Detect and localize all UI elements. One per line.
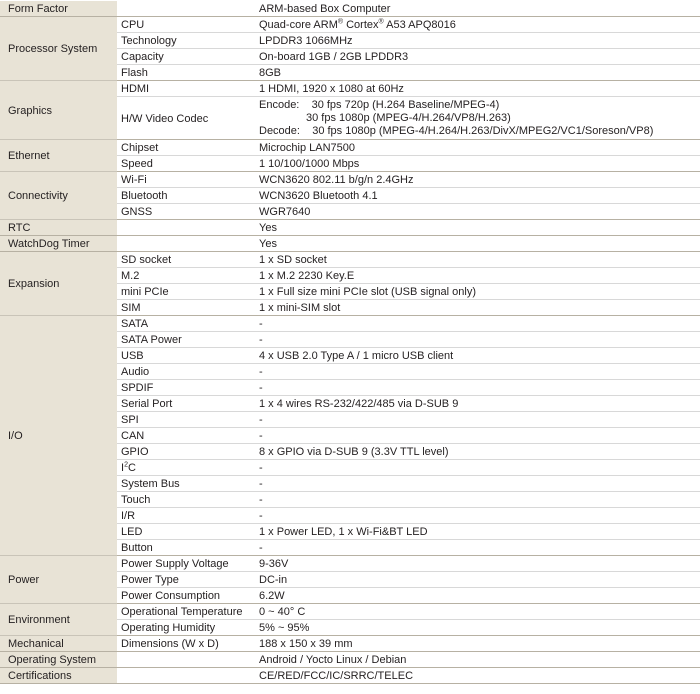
row-env-temperature xyxy=(0,604,700,620)
category-label: RTC xyxy=(0,220,117,236)
item-value: - xyxy=(255,428,700,444)
item-label: Operational Temperature xyxy=(117,604,255,620)
item-value: On-board 1GB / 2GB LPDDR3 xyxy=(255,49,700,65)
item-value: 0 ~ 40° C xyxy=(255,604,700,620)
category-label: Graphics xyxy=(0,81,117,140)
category-label: Processor System xyxy=(0,17,117,81)
item-label: LED xyxy=(117,524,255,540)
row-mechanical xyxy=(0,636,700,652)
item-value: 9-36V xyxy=(255,556,700,572)
codec-line: 30 fps 1080p (MPEG-4/H.264/VP8/H.263) xyxy=(306,112,511,124)
item-label: I/R xyxy=(117,508,255,524)
row-os xyxy=(0,652,700,668)
item-value: Android / Yocto Linux / Debian xyxy=(255,652,700,668)
codec-line: Decode: 30 fps 1080p (MPEG-4/H.264/H.263/DivX/MPEG2/VC1/Soreson/VP8) xyxy=(259,125,654,137)
item-label: Audio xyxy=(117,364,255,380)
item-value: 188 x 150 x 39 mm xyxy=(255,636,700,652)
item-label xyxy=(117,220,255,236)
item-value: 8GB xyxy=(255,65,700,81)
item-label: Serial Port xyxy=(117,396,255,412)
item-value: - xyxy=(255,492,700,508)
item-value: - xyxy=(255,460,700,476)
codec-line: Encode: 30 fps 720p (H.264 Baseline/MPEG-4) xyxy=(259,99,500,111)
item-value: Quad-core ARM® Cortex® A53 APQ8016 xyxy=(255,17,700,33)
item-label xyxy=(117,652,255,668)
item-label xyxy=(117,236,255,252)
row-io-sata xyxy=(0,316,700,332)
item-value: - xyxy=(255,332,700,348)
category-label: I/O xyxy=(0,316,117,556)
item-value: WCN3620 Bluetooth 4.1 xyxy=(255,188,700,204)
item-label: SATA xyxy=(117,316,255,332)
item-label: Speed xyxy=(117,156,255,172)
item-value: - xyxy=(255,316,700,332)
category-label: Environment xyxy=(0,604,117,636)
item-label: Dimensions (W x D) xyxy=(117,636,255,652)
row-form-factor xyxy=(0,1,700,17)
item-value: 1 x mini-SIM slot xyxy=(255,300,700,316)
category-label: Expansion xyxy=(0,252,117,316)
item-label: Power Consumption xyxy=(117,588,255,604)
row-power-voltage xyxy=(0,556,700,572)
category-label: WatchDog Timer xyxy=(0,236,117,252)
row-connectivity-wifi xyxy=(0,172,700,188)
item-label: M.2 xyxy=(117,268,255,284)
item-label: mini PCIe xyxy=(117,284,255,300)
item-value: 4 x USB 2.0 Type A / 1 micro USB client xyxy=(255,348,700,364)
row-graphics-hdmi xyxy=(0,81,700,97)
item-value: ARM-based Box Computer xyxy=(255,1,700,17)
item-value: 5% ~ 95% xyxy=(255,620,700,636)
item-label: GPIO xyxy=(117,444,255,460)
item-label: GNSS xyxy=(117,204,255,220)
item-value: - xyxy=(255,476,700,492)
row-rtc xyxy=(0,220,700,236)
item-value: WCN3620 802.11 b/g/n 2.4GHz xyxy=(255,172,700,188)
item-label: System Bus xyxy=(117,476,255,492)
item-value: 1 x M.2 2230 Key.E xyxy=(255,268,700,284)
row-processor-cpu xyxy=(0,17,700,33)
item-value xyxy=(255,97,700,140)
item-label: SPI xyxy=(117,412,255,428)
item-label xyxy=(117,668,255,684)
item-value: - xyxy=(255,364,700,380)
item-label: Power Type xyxy=(117,572,255,588)
item-label: Capacity xyxy=(117,49,255,65)
item-label: CPU xyxy=(117,17,255,33)
item-label: Button xyxy=(117,540,255,556)
row-watchdog xyxy=(0,236,700,252)
item-label: Wi-Fi xyxy=(117,172,255,188)
item-label: HDMI xyxy=(117,81,255,97)
spec-table-body xyxy=(0,1,700,684)
item-value: WGR7640 xyxy=(255,204,700,220)
item-value: Microchip LAN7500 xyxy=(255,140,700,156)
item-label: SD socket xyxy=(117,252,255,268)
category-label: Ethernet xyxy=(0,140,117,172)
item-value: 1 x SD socket xyxy=(255,252,700,268)
item-label: CAN xyxy=(117,428,255,444)
item-label: Operating Humidity xyxy=(117,620,255,636)
item-label: Power Supply Voltage xyxy=(117,556,255,572)
item-value: CE/RED/FCC/IC/SRRC/TELEC xyxy=(255,668,700,684)
row-expansion-sd xyxy=(0,252,700,268)
category-label: Form Factor xyxy=(0,1,117,17)
item-label: Touch xyxy=(117,492,255,508)
item-value: 1 HDMI, 1920 x 1080 at 60Hz xyxy=(255,81,700,97)
item-label: SIM xyxy=(117,300,255,316)
category-label: Power xyxy=(0,556,117,604)
item-label: Bluetooth xyxy=(117,188,255,204)
item-label xyxy=(117,1,255,17)
item-value: - xyxy=(255,412,700,428)
item-value: 1 x Full size mini PCIe slot (USB signal only) xyxy=(255,284,700,300)
item-value: 6.2W xyxy=(255,588,700,604)
item-value: - xyxy=(255,380,700,396)
category-label: Mechanical xyxy=(0,636,117,652)
item-value: 1 x 4 wires RS-232/422/485 via D-SUB 9 xyxy=(255,396,700,412)
item-label: USB xyxy=(117,348,255,364)
item-value: DC-in xyxy=(255,572,700,588)
item-label: Technology xyxy=(117,33,255,49)
row-ethernet-chipset xyxy=(0,140,700,156)
item-value: 1 x Power LED, 1 x Wi-Fi&BT LED xyxy=(255,524,700,540)
item-label: Flash xyxy=(117,65,255,81)
item-value: Yes xyxy=(255,220,700,236)
item-value: - xyxy=(255,540,700,556)
item-label: Chipset xyxy=(117,140,255,156)
item-value: 1 10/100/1000 Mbps xyxy=(255,156,700,172)
item-value: LPDDR3 1066MHz xyxy=(255,33,700,49)
item-value: 8 x GPIO via D-SUB 9 (3.3V TTL level) xyxy=(255,444,700,460)
category-label: Connectivity xyxy=(0,172,117,220)
item-value: - xyxy=(255,508,700,524)
item-label: SPDIF xyxy=(117,380,255,396)
category-label: Certifications xyxy=(0,668,117,684)
item-value: Yes xyxy=(255,236,700,252)
item-label: SATA Power xyxy=(117,332,255,348)
item-label: $I^2C$ xyxy=(117,460,255,476)
row-certifications xyxy=(0,668,700,684)
category-label: Operating System xyxy=(0,652,117,668)
item-label: H/W Video Codec xyxy=(117,97,255,140)
